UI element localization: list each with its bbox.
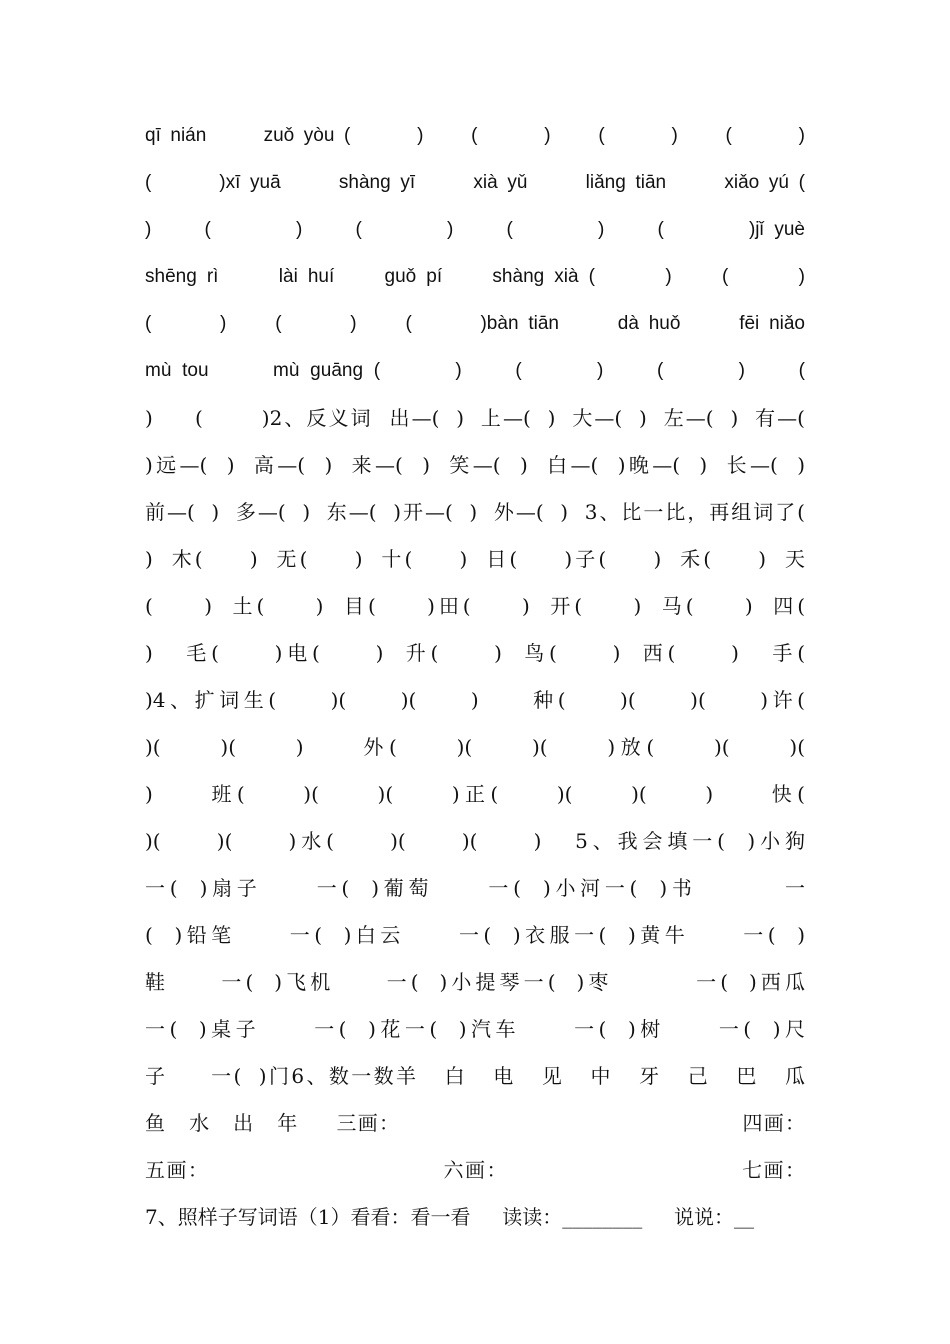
- count-line-3: 五画： 六画： 七画：: [145, 1158, 805, 1182]
- fill-line-3: 鞋 一( )飞机 一( )小提琴一( )枣 一( )西瓜: [145, 970, 805, 994]
- expand-line-1: )4、扩词生( )( )( ) 种( )( )( )许(: [145, 688, 805, 712]
- fill-line-1: 一( )扇子 一( )葡萄 一( )小河一( )书 一: [145, 876, 805, 900]
- antonym-line-1: ) ( )2、反义词 出—( ) 上—( ) 大—( ) 左—( ) 有—(: [145, 406, 805, 430]
- pinyin-line-4: shēng rì lài huí guǒ pí shàng xià ( ) ( ): [145, 266, 805, 287]
- compare-line-2: ( ) 土( ) 目( )田( ) 开( ) 马( ) 四(: [145, 594, 805, 618]
- antonym-line-2: )远—( ) 高—( ) 来—( ) 笑—( ) 白—( )晚—( ) 长—( ): [145, 453, 805, 477]
- compare-line-3: ) 毛( )电( ) 升( ) 鸟( ) 西( ) 手(: [145, 641, 805, 665]
- compare-line-1: ) 木( ) 无( ) 十( ) 日( )子( ) 禾( ) 天: [145, 547, 805, 571]
- antonym-line-3: 前—( ) 多—( ) 东—( )开—( ) 外—( ) 3、比一比，再组词了(: [145, 500, 805, 524]
- pinyin-line-5: ( ) ( ) ( )bàn tiān dà huǒ fēi niǎo: [145, 313, 805, 334]
- worksheet-text: [145, 116, 805, 1244]
- expand-line-3: ) 班( )( )( )正( )( )( ) 快(: [145, 782, 805, 806]
- expand-line-4: )( )( )水( )( )( ) 5、我会填一( )小狗: [145, 829, 805, 853]
- example-line-1: 7、照样子写词语（1）看看：看一看 读读：________ 说说：__: [145, 1205, 755, 1229]
- pinyin-line-3: ) ( ) ( ) ( ) ( )jǐ yuè: [145, 219, 805, 240]
- pinyin-line-2: ( )xī yuā shàng yī xià yǔ liǎng tiān xiǎo yú (: [145, 172, 805, 193]
- fill-line-4: 一( )桌子 一( )花一( )汽车 一( )树 一( )尺: [145, 1017, 805, 1041]
- pinyin-line-1: qī nián zuǒ yòu ( ) ( ) ( ) ( ): [145, 125, 805, 146]
- count-line-1: 子 一( )门6、数一数羊 白 电 见 中 牙 己 巴 瓜: [145, 1064, 805, 1088]
- count-line-2: 鱼 水 出 年 三画： 四画：: [145, 1111, 805, 1135]
- expand-line-2: )( )( ) 外( )( )( )放( )( )(: [145, 735, 805, 759]
- pinyin-line-6: mù tou mù guāng ( ) ( ) ( ) (: [145, 360, 805, 381]
- fill-line-2: ( )铅笔 一( )白云 一( )衣服一( )黄牛 一( ): [145, 923, 805, 947]
